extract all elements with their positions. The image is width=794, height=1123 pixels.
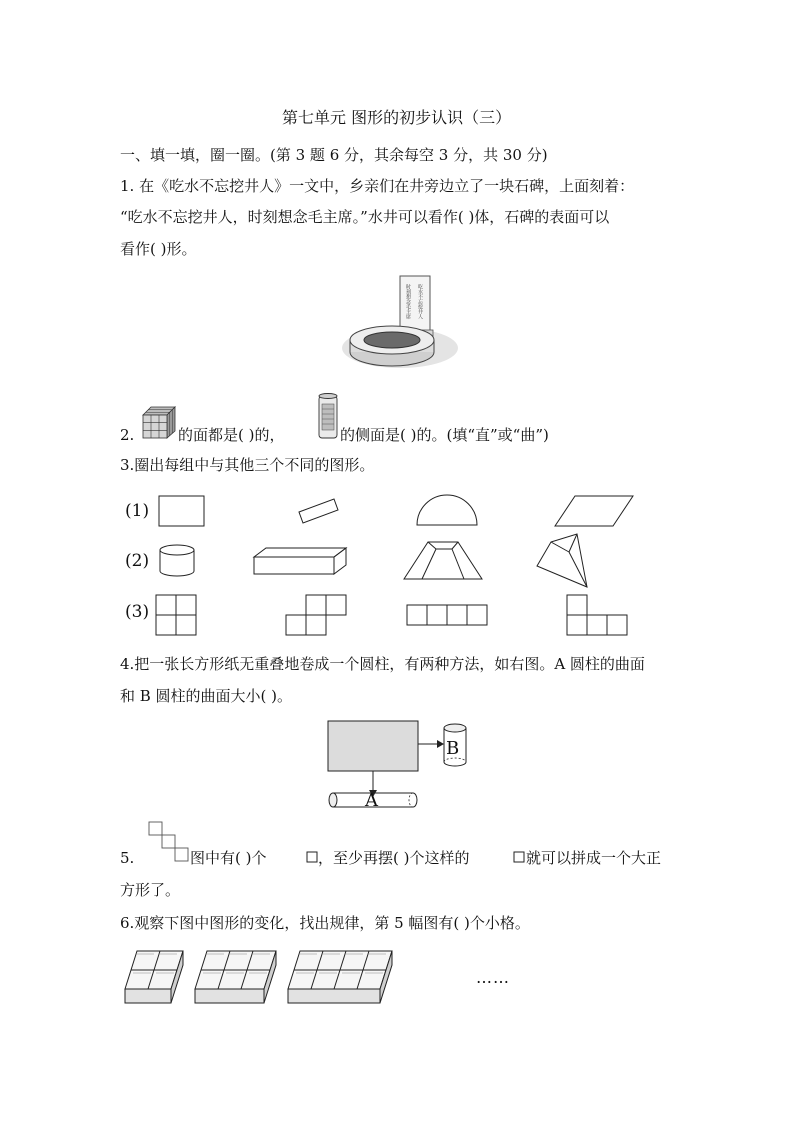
q1-line1: 1. 在《吃水不忘挖井人》一文中，乡亲们在井旁边立了一块石碑，上面刻着： — [120, 177, 635, 195]
q3-text: 3.圈出每组中与其他三个不同的图形。 — [120, 456, 375, 474]
cylinder-a-label: A — [365, 790, 378, 811]
cylinder-shape[interactable] — [160, 545, 194, 576]
frustum-shape[interactable] — [404, 542, 482, 579]
small-square-icon — [306, 851, 318, 863]
paper-rectangle — [328, 721, 418, 771]
step-tetromino-shape[interactable] — [286, 595, 346, 635]
stele-text-col1: 吃水不忘挖井人 — [417, 284, 423, 319]
q4-line1: 4.把一张长方形纸无重叠地卷成一个圆柱，有两种方法，如右图。A 圆柱的曲面 — [120, 655, 645, 673]
q2-text2: 的侧面是( )的。(填“直”或“曲”) — [340, 426, 549, 444]
tilted-rectangle-shape[interactable] — [299, 499, 338, 523]
q5-text2: ，至少再摆( )个这样的 — [318, 849, 470, 867]
triangular-prism-shape[interactable] — [537, 534, 587, 587]
square-grid-2x2[interactable] — [156, 595, 196, 635]
q1-line3: 看作( )形。 — [120, 240, 197, 258]
section-heading: 一、填一填，圈一圈。(第 3 题 6 分，其余每空 3 分，共 30 分) — [120, 146, 548, 164]
q3-row3-shapes — [155, 592, 665, 638]
q4-line2: 和 B 圆柱的曲面大小( )。 — [120, 687, 293, 705]
compartment-boxes — [122, 945, 452, 1015]
q1-line2: “吃水不忘挖井人，时刻想念毛主席。”水井可以看作( )体，石碑的表面可以 — [120, 208, 610, 226]
q3-group3-label: (3) — [125, 602, 150, 622]
compartment-box-3 — [288, 951, 392, 1003]
cylinder-b-label: B — [446, 738, 460, 759]
well-stele-illustration — [340, 270, 460, 375]
ellipsis: …… — [476, 968, 510, 987]
well-opening — [364, 332, 420, 348]
q3-row2-shapes — [155, 530, 665, 592]
stele-text-col2: 时刻想念毛主席 — [405, 284, 411, 319]
rectangle-shape[interactable] — [159, 496, 204, 526]
compartment-box-2 — [195, 951, 276, 1003]
q3-row1-shapes — [155, 490, 665, 532]
q6-text: 6.观察下图中图形的变化，找出规律，第 5 幅图有( )个小格。 — [120, 914, 530, 932]
q3-group1-label: (1) — [125, 501, 150, 521]
rubik-cube-icon — [141, 405, 177, 439]
l-tetromino-shape[interactable] — [567, 595, 627, 635]
q5-text3: 就可以拼成一个大正 — [526, 849, 662, 867]
straight-tetromino-shape[interactable] — [407, 605, 487, 625]
q3-group2-label: (2) — [125, 551, 150, 571]
semicircle-shape[interactable] — [417, 495, 477, 525]
q2-number: 2. — [120, 426, 135, 444]
q5-number: 5. — [120, 849, 135, 867]
page-title: 第七单元 图形的初步认识（三） — [282, 108, 512, 127]
staircase-squares-figure — [147, 820, 191, 864]
cylinder-container-icon — [317, 392, 339, 440]
cuboid-shape[interactable] — [254, 548, 346, 574]
parallelogram-shape[interactable] — [555, 496, 633, 526]
q5-text1: 图中有( )个 — [190, 849, 267, 867]
box-sequence — [125, 951, 392, 1003]
small-square-icon-2 — [513, 851, 525, 863]
q2-text1: 的面都是( )的， — [178, 426, 285, 444]
q5-line2: 方形了。 — [120, 881, 181, 899]
paper-roll-diagram — [325, 718, 475, 812]
compartment-box-1 — [125, 951, 183, 1003]
